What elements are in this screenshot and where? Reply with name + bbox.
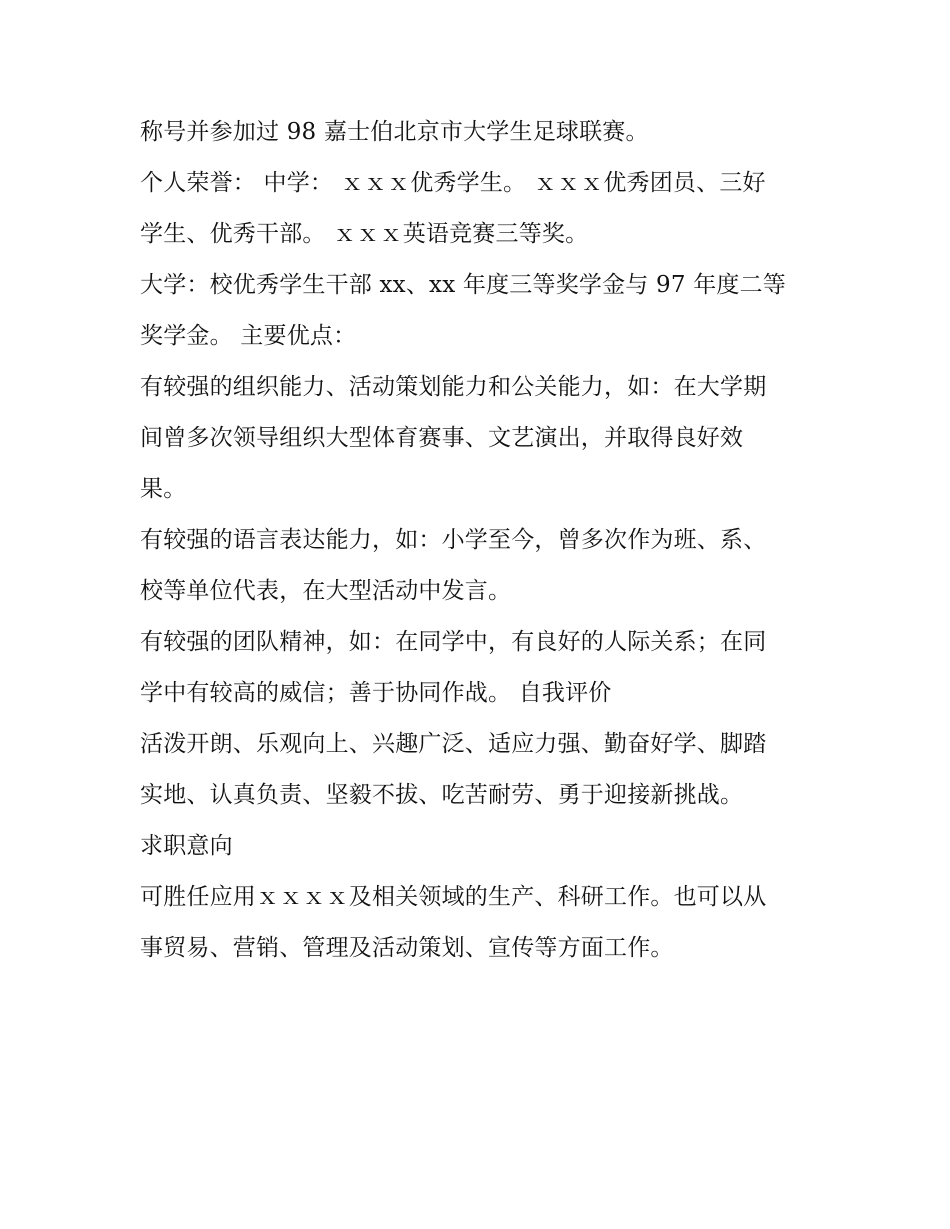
text-line: 学中有较高的威信；善于协同作战。 自我评价 — [140, 680, 612, 706]
text-line: 奖学金。 主要优点： — [140, 323, 357, 349]
text-line: 校等单位代表，在大型活动中发言。 — [140, 578, 512, 604]
text-line: 可胜任应用ｘｘｘｘ及相关领域的生产、科研工作。也可以从 — [140, 884, 767, 910]
text-line: 间曾多次领导组织大型体育赛事、文艺演出，并取得良好效 — [140, 425, 744, 451]
text-line: 有较强的团队精神，如：在同学中，有良好的人际关系；在同 — [140, 629, 767, 655]
text-line: 事贸易、营销、管理及活动策划、宣传等方面工作。 — [140, 935, 674, 961]
text-line: 有较强的组织能力、活动策划能力和公关能力，如：在大学期 — [140, 374, 767, 400]
text-line: 大学：校优秀学生干部 xx、xx 年度三等奖学金与 97 年度二等 — [140, 272, 786, 298]
text-line: 称号并参加过 98 嘉士伯北京市大学生足球联赛。 — [140, 119, 649, 145]
text-line: 有较强的语言表达能力，如：小学至今，曾多次作为班、系、 — [140, 527, 767, 553]
text-line: 实地、认真负责、坚毅不拔、吃苦耐劳、勇于迎接新挑战。 — [140, 782, 744, 808]
text-line: 活泼开朗、乐观向上、兴趣广泛、适应力强、勤奋好学、脚踏 — [140, 731, 767, 757]
text-line: 果。 — [140, 476, 187, 502]
section-heading: 求职意向 — [140, 833, 233, 859]
text-line: 个人荣誉： 中学： ｘｘｘ优秀学生。 ｘｘｘ优秀团员、三好 — [140, 170, 766, 196]
text-line: 学生、优秀干部。 ｘｘｘ英语竞赛三等奖。 — [140, 221, 589, 247]
document-body — [140, 107, 820, 974]
